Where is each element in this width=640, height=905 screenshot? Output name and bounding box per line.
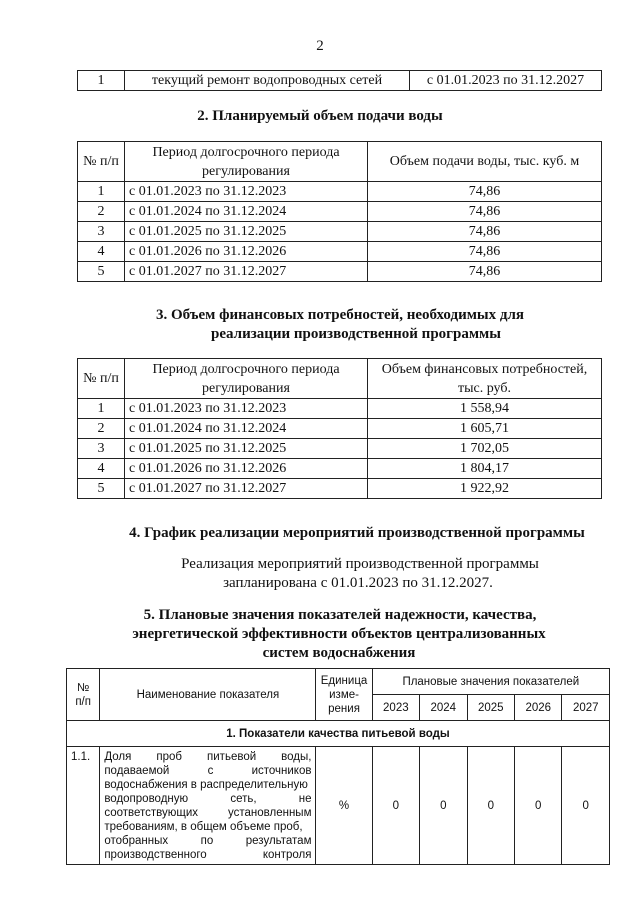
row-value: 1 605,71 [368, 419, 602, 439]
indicator-name-line: водоснабжения в распределительную [104, 779, 308, 791]
header-period: Период долгосрочного периода регулирования [125, 359, 368, 399]
row-period: с 01.01.2024 по 31.12.2024 [125, 419, 368, 439]
table-row [78, 399, 602, 419]
header-num: № п/п [78, 142, 125, 182]
header-period: Период долгосрочного периода регулирования [125, 142, 368, 182]
table-row [78, 242, 602, 262]
table-row [78, 222, 602, 242]
header-year-2025: 2025 [467, 695, 514, 721]
row-value: 74,86 [368, 262, 602, 282]
financial-needs-table [77, 358, 602, 499]
group-title: 1. Показатели качества питьевой воды [67, 721, 610, 747]
header-year-2026: 2026 [515, 695, 562, 721]
row-number: 1 [78, 182, 125, 202]
row-value: 1 804,17 [368, 459, 602, 479]
header-value: Объем подачи воды, тыс. куб. м [368, 142, 602, 182]
indicator-name-line: соответствующих установленным [104, 807, 312, 819]
table-row [78, 262, 602, 282]
row-value: 1 922,92 [368, 479, 602, 499]
row-number: 1.1. [67, 747, 100, 865]
indicator-name-line: отобранных по результатам [104, 835, 312, 847]
row-value: 1 702,05 [368, 439, 602, 459]
row-period: с 01.01.2027 по 31.12.2027 [125, 262, 368, 282]
indicator-name-line: водопроводную сеть, не [104, 793, 312, 805]
row-number: 2 [78, 202, 125, 222]
row-period: с 01.01.2025 по 31.12.2025 [125, 439, 368, 459]
header-year-2027: 2027 [562, 695, 610, 721]
row-number: 1 [78, 71, 125, 91]
header-value: Объем финансовых потребностей, тыс. руб. [368, 359, 602, 399]
row-value: 74,86 [368, 222, 602, 242]
section-4-text-line-1: Реализация мероприятий производственной программы [181, 556, 539, 572]
header-num: № п/п [67, 669, 100, 721]
header-unit: Единица изме-рения [316, 669, 372, 721]
row-period: с 01.01.2027 по 31.12.2027 [125, 479, 368, 499]
row-number: 5 [78, 479, 125, 499]
row-number: 5 [78, 262, 125, 282]
indicator-name [100, 747, 316, 865]
row-value: 1 558,94 [368, 399, 602, 419]
row-period: с 01.01.2026 по 31.12.2026 [125, 459, 368, 479]
indicator-name-line: производственного контроля [104, 849, 312, 861]
row-number: 2 [78, 419, 125, 439]
indicator-name-line: подаваемой с источников [104, 765, 312, 777]
row-period: с 01.01.2024 по 31.12.2024 [125, 202, 368, 222]
section-3-title-line-2: реализации производственной программы [211, 326, 501, 342]
header-name: Наименование показателя [100, 669, 316, 721]
group-row [67, 721, 610, 747]
table-row [67, 747, 610, 865]
indicator-name-line: требованиям, в общем объеме проб, [104, 821, 303, 833]
table-header-row [78, 359, 602, 399]
header-plan: Плановые значения показателей [372, 669, 609, 695]
row-number: 1 [78, 399, 125, 419]
work-name: текущий ремонт водопроводных сетей [125, 71, 410, 91]
row-number: 3 [78, 222, 125, 242]
table-row [78, 479, 602, 499]
value-2025: 0 [467, 747, 514, 865]
table-row [78, 71, 602, 91]
value-2027: 0 [562, 747, 610, 865]
row-period: с 01.01.2023 по 31.12.2023 [125, 399, 368, 419]
row-value: 74,86 [368, 242, 602, 262]
section-5-title-line-3: систем водоснабжения [262, 645, 416, 661]
section-4-text-line-2: запланирована с 01.01.2023 по 31.12.2027. [223, 575, 493, 591]
indicator-name-line: Доля проб питьевой воды, [104, 751, 312, 763]
row-value: 74,86 [368, 202, 602, 222]
row-number: 4 [78, 459, 125, 479]
row-number: 3 [78, 439, 125, 459]
table-row [78, 182, 602, 202]
section-5-title-line-1: 5. Плановые значения показателей надежности, качества, [143, 607, 537, 623]
value-2024: 0 [420, 747, 467, 865]
header-year-2023: 2023 [372, 695, 419, 721]
indicator-unit: % [316, 747, 372, 865]
table-row [78, 419, 602, 439]
work-period: с 01.01.2023 по 31.12.2027 [410, 71, 602, 91]
section-2-title: 2. Планируемый объем подачи воды [197, 108, 443, 124]
section-4-title: 4. График реализации мероприятий производственной программы [129, 525, 585, 541]
section-3-title-line-1: 3. Объем финансовых потребностей, необходимых для [155, 307, 525, 323]
table-header-row [67, 669, 610, 695]
row-period: с 01.01.2026 по 31.12.2026 [125, 242, 368, 262]
page-number: 2 [316, 38, 324, 54]
section-5-title-line-2: энергетической эффективности объектов централизованных [132, 626, 546, 642]
value-2023: 0 [372, 747, 419, 865]
row-period: с 01.01.2025 по 31.12.2025 [125, 222, 368, 242]
header-num: № п/п [78, 359, 125, 399]
continuation-table [77, 70, 602, 91]
table-row [78, 439, 602, 459]
header-year-2024: 2024 [420, 695, 467, 721]
water-volume-table [77, 141, 602, 282]
row-number: 4 [78, 242, 125, 262]
indicators-table [66, 668, 610, 865]
row-period: с 01.01.2023 по 31.12.2023 [125, 182, 368, 202]
table-header-row [78, 142, 602, 182]
row-value: 74,86 [368, 182, 602, 202]
value-2026: 0 [515, 747, 562, 865]
table-row [78, 202, 602, 222]
table-row [78, 459, 602, 479]
